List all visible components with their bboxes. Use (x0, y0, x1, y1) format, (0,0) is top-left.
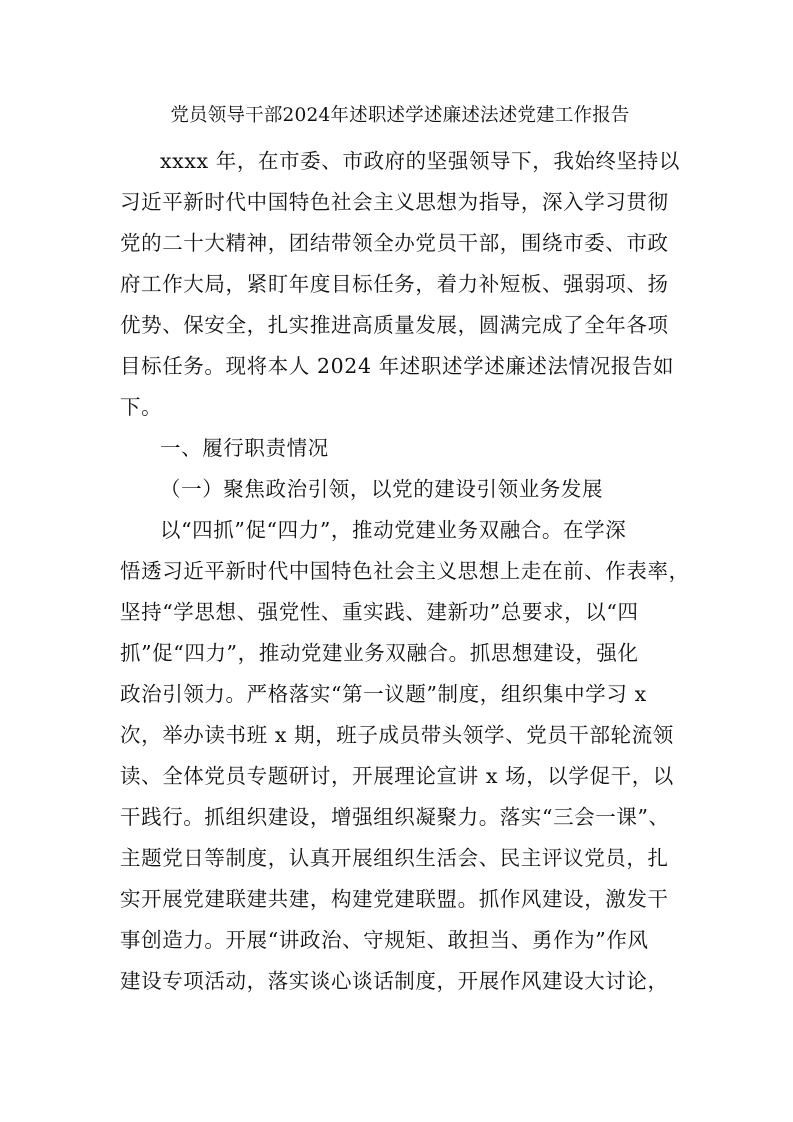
subsection-heading: （一）聚焦政治引领，以党的建设引领业务发展 (160, 477, 604, 501)
body-line: 读、全体党员专题研讨，开展理论宣讲 x 场，以学促干，以 (120, 764, 674, 788)
section-heading: 一、履行职责情况 (160, 436, 329, 460)
intro-line: 下。 (120, 395, 163, 419)
body-line: 政治引领力。严格落实“第一议题”制度，组织集中学习 x (120, 682, 647, 706)
body-line: 事创造力。开展“讲政治、守规矩、敢担当、勇作为”作风 (120, 928, 649, 952)
body-line: 次，举办读书班 x 期，班子成员带头领学、党员干部轮流领 (120, 723, 674, 747)
body-line: 悟透习近平新时代中国特色社会主义思想上走在前、作表率， (120, 559, 690, 583)
body-line: 建设专项活动，落实谈心谈话制度，开展作风建设大讨论， (120, 969, 669, 993)
body-line: 干践行。抓组织建设，增强组织凝聚力。落实“三会一课”、 (120, 805, 670, 829)
intro-line: 目标任务。现将本人 2024 年述职述学述廉述法情况报告如 (120, 354, 675, 378)
intro-line: 党的二十大精神，团结带领全办党员干部，围绕市委、市政 (120, 231, 669, 255)
intro-line: 习近平新时代中国特色社会主义思想为指导，深入学习贯彻 (120, 190, 669, 214)
body-line: 坚持“学思想、强党性、重实践、建新功”总要求，以“四 (120, 600, 639, 624)
intro-line: 府工作大局，紧盯年度目标任务，着力补短板、强弱项、扬 (120, 272, 669, 296)
body-line: 实开展党建联建共建，构建党建联盟。抓作风建设，激发干 (120, 887, 669, 911)
intro-line: 优势、保安全，扎实推进高质量发展，圆满完成了全年各项 (120, 313, 669, 337)
body-line: 主题党日等制度，认真开展组织生活会、民主评议党员，扎 (120, 846, 669, 870)
body-line: 以“四抓”促“四力”，推动党建业务双融合。在学深 (160, 518, 627, 542)
document-title: 党员领导干部2024年述职述学述廉述法述党建工作报告 (170, 105, 630, 126)
intro-line: xxxx 年，在市委、市政府的坚强领导下，我始终坚持以 (160, 149, 680, 173)
body-line: 抓”促“四力”，推动党建业务双融合。抓思想建设，强化 (120, 641, 639, 665)
